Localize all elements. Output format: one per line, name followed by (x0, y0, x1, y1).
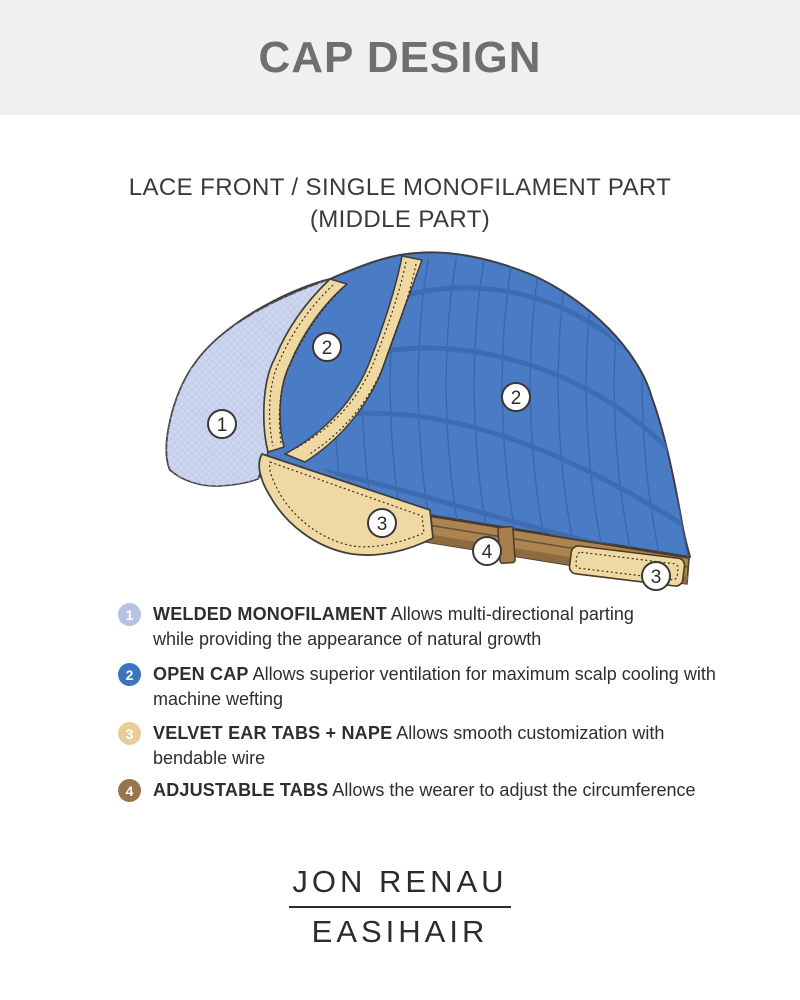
legend-badge-1: 1 (118, 603, 141, 626)
callout-4-strap (473, 537, 501, 565)
callout-1-number: 1 (216, 415, 228, 436)
callout-3-nape-number: 3 (650, 567, 662, 588)
callout-3-ear-tab-number: 3 (376, 514, 388, 535)
legend-description-3: Allows smooth customization with bendable wire (153, 723, 665, 768)
legend-label-4: ADJUSTABLE TABS (153, 780, 329, 800)
legend-text-3 (153, 721, 698, 771)
callout-2-main-number: 2 (510, 388, 522, 409)
callout-1 (208, 410, 236, 438)
legend-description-2: Allows superior ventilation for maximum scalp cooling with machine wefting (153, 664, 716, 709)
legend-item-welded-monofilament (118, 602, 678, 652)
legend-item-velvet-ear-tabs (118, 721, 698, 771)
legend-label-2: OPEN CAP (153, 664, 249, 684)
callout-2-front (313, 333, 341, 361)
page-title: CAP DESIGN (258, 32, 542, 82)
brand-sub-name: EASIHAIR (311, 914, 489, 949)
brand-divider (289, 906, 511, 908)
legend-text-1 (153, 602, 678, 652)
brand-name: JON RENAU (292, 864, 508, 899)
legend-text-4 (153, 778, 696, 803)
subtitle-line1: LACE FRONT / SINGLE MONOFILAMENT PART (128, 174, 672, 201)
legend-item-adjustable-tabs (118, 778, 696, 803)
legend-badge-3: 3 (118, 722, 141, 745)
callout-4-strap-number: 4 (481, 542, 493, 563)
legend-badge-4: 4 (118, 779, 141, 802)
subtitle-line2: (MIDDLE PART) (309, 206, 491, 233)
legend-label-1: WELDED MONOFILAMENT (153, 604, 387, 624)
legend-text-2 (153, 662, 738, 712)
callout-3-ear-tab (368, 509, 396, 537)
callout-2-front-number: 2 (321, 338, 333, 359)
page-header (0, 0, 800, 115)
legend-badge-2: 2 (118, 663, 141, 686)
cap-design-subtitle (0, 172, 800, 236)
cap-diagram (100, 248, 700, 608)
legend-item-open-cap (118, 662, 738, 712)
legend-description-1: Allows multi-directional parting while providing the appearance of natural growth (153, 604, 634, 649)
legend-label-3: VELVET EAR TABS + NAPE (153, 723, 393, 743)
callout-3-nape (642, 562, 670, 590)
brand-logo (0, 862, 800, 951)
callout-2-main (502, 383, 530, 411)
legend-description-4: Allows the wearer to adjust the circumference (332, 780, 696, 800)
